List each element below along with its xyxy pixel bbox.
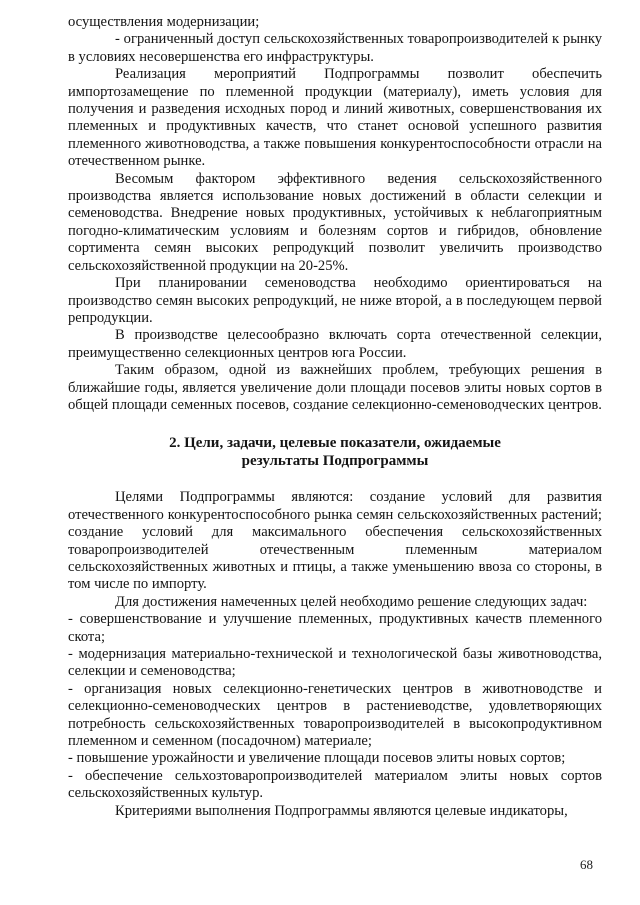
paragraph: Критериями выполнения Подпрограммы являются целевые индикаторы, xyxy=(115,802,568,819)
document-page xyxy=(68,14,602,820)
list-item: - модернизация материально-технической и технологической базы животноводства, селекции и семеноводства; xyxy=(68,646,602,680)
page-number: 68 xyxy=(580,857,593,872)
paragraph: Для достижения намеченных целей необходимо решение следующих задач: xyxy=(115,593,588,610)
section-heading xyxy=(68,434,602,470)
body-text-top xyxy=(68,14,602,414)
paragraph: В производстве целесообразно включать сорта отечественной селекции, преимущественно селекционных центров юга России. xyxy=(68,327,602,361)
paragraph: Таким образом, одной из важнейших проблем, требующих решения в ближайшие годы, является увеличение доли площади посевов элиты новых сортов в общей площади семенных посевов, создание селекционно-семеноводческих центров. xyxy=(68,362,602,413)
paragraph: - ограниченный доступ сельскохозяйственных товаропроизводителей к рынку в условиях несовершенства его инфраструктуры. xyxy=(68,31,602,65)
list-item: - совершенствование и улучшение племенных, продуктивных качеств племенного скота; xyxy=(68,611,602,645)
paragraph: При планировании семеноводства необходимо ориентироваться на производство семян высоких репродукций, не ниже второй, а в последующем первой репродукции. xyxy=(68,275,602,326)
list-item: - организация новых селекционно-генетических центров в животноводстве и селекционно-семеноводческих центров в растениеводстве, удовлетворяющих потребность сельскохозяйственных товаропроизводителей в высокопродуктивном племенном и семенном (посадочном) материале; xyxy=(68,680,602,750)
section-heading-line: 2. Цели, задачи, целевые показатели, ожидаемые xyxy=(169,435,501,452)
paragraph: Весомым фактором эффективного ведения сельскохозяйственного производства является использование новых достижений в области селекции и семеноводства. Внедрение новых продуктивных, устойчивых к неблагоприятным погодно-климатическим условиям и болезням сортов и гибридов, обновление сортимента семян высоких репродукций позволит увеличить производство сельскохозяйственной продукции на 20-25%. xyxy=(68,170,602,274)
body-text-bottom xyxy=(68,489,602,820)
paragraph: Реализация мероприятий Подпрограммы позволит обеспечить импортозамещение по племенной продукции (материалу), иметь условия для получения и разведения исходных пород и линий животных, совершенствования их племенных и продуктивных качеств, что станет основой успешного развития племенного животноводства, а также повышения конкурентоспособности отрасли на отечественном рынке. xyxy=(68,66,602,170)
list-item: - повышение урожайности и увеличение площади посевов элиты новых сортов; xyxy=(68,750,566,767)
section-heading-line: результаты Подпрограммы xyxy=(241,453,429,470)
list-item: - обеспечение сельхозтоваропроизводителей материалом элиты новых сортов сельскохозяйственных культур. xyxy=(68,767,602,802)
paragraph: Целями Подпрограммы являются: создание условий для развития отечественного конкурентоспособного рынка семян сельскохозяйственных растений; создание условий для максимального обеспечения сельскохозяйственных товаропроизводителей отечественным племенным материалом сельскохозяйственных животных и птицы, а также уменьшению ввоза со стороны, в том числе по импорту. xyxy=(68,489,602,593)
paragraph: осуществления модернизации; xyxy=(68,14,260,30)
